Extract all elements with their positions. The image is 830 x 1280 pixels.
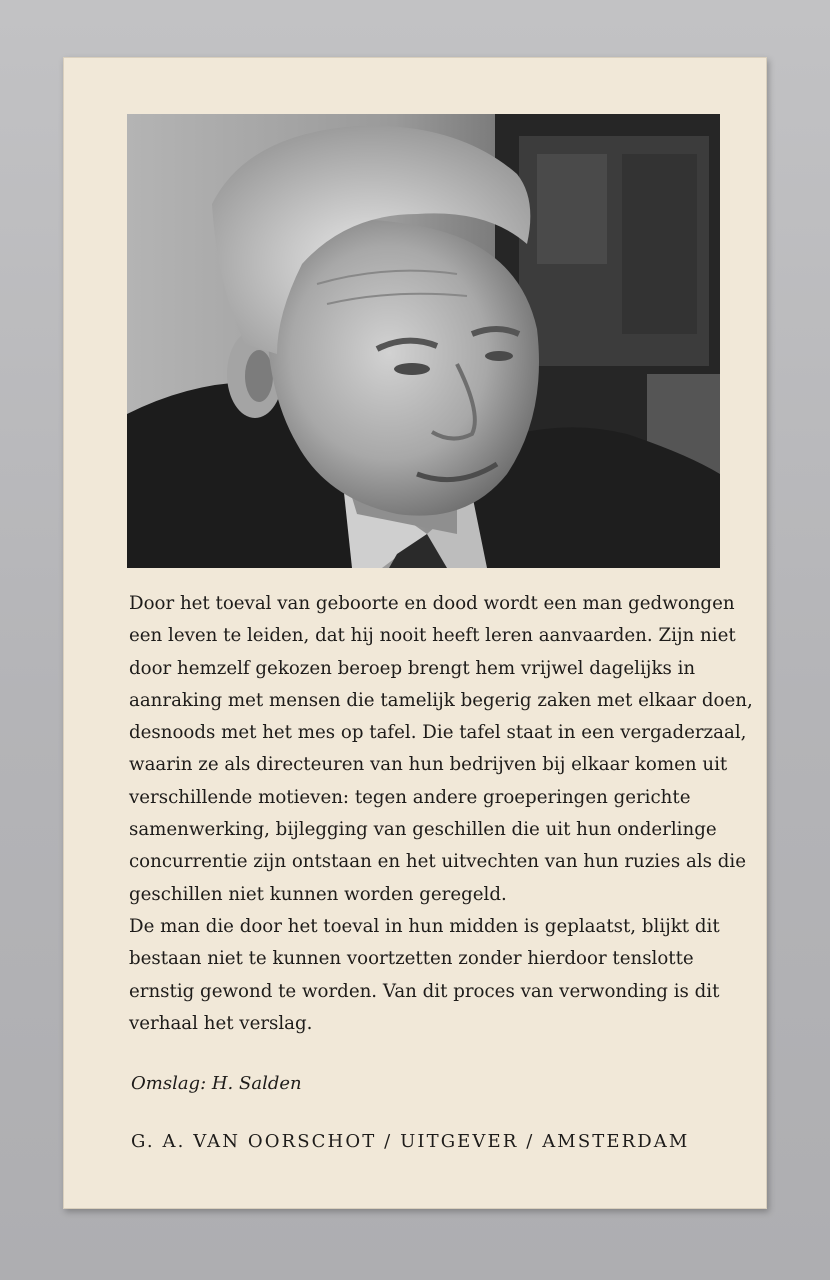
publisher-imprint: G. A. VAN OORSCHOT / UITGEVER / AMSTERDAM	[131, 1131, 690, 1152]
blurb-line: De man die door het toeval in hun midden is geplaatst, blijkt dit	[129, 915, 720, 937]
blurb-line: bestaan niet te kunnen voortzetten zonder hierdoor tenslotte	[129, 948, 694, 970]
blurb-line: verschillende motieven: tegen andere groeperingen gerichte	[129, 786, 691, 808]
blurb-line: waarin ze als directeuren van hun bedrijven bij elkaar komen uit	[129, 754, 728, 776]
blurb-line: concurrentie zijn ontstaan en het uitvechten van hun ruzies als die	[129, 851, 746, 873]
blurb-line: verhaal het verslag.	[129, 1012, 313, 1034]
back-cover-blurb	[129, 588, 753, 1040]
book-back-cover	[63, 57, 767, 1209]
blurb-line: aanraking met mensen die tamelijk begerig zaken met elkaar doen,	[129, 689, 753, 711]
cover-design-credit: Omslag: H. Salden	[131, 1073, 302, 1094]
blurb-line: door hemzelf gekozen beroep brengt hem vrijwel dagelijks in	[129, 657, 696, 679]
author-photo	[127, 114, 720, 568]
blurb-line: samenwerking, bijlegging van geschillen die uit hun onderlinge	[129, 819, 717, 841]
blurb-line: ernstig gewond te worden. Van dit proces van verwonding is dit	[129, 980, 720, 1002]
blurb-line: geschillen niet kunnen worden geregeld.	[129, 883, 507, 905]
blurb-line: een leven te leiden, dat hij nooit heeft leren aanvaarden. Zijn niet	[129, 625, 736, 647]
blurb-line: Door het toeval van geboorte en dood wordt een man gedwongen	[129, 593, 735, 614]
blurb-line: desnoods met het mes op tafel. Die tafel staat in een vergaderzaal,	[129, 722, 747, 744]
